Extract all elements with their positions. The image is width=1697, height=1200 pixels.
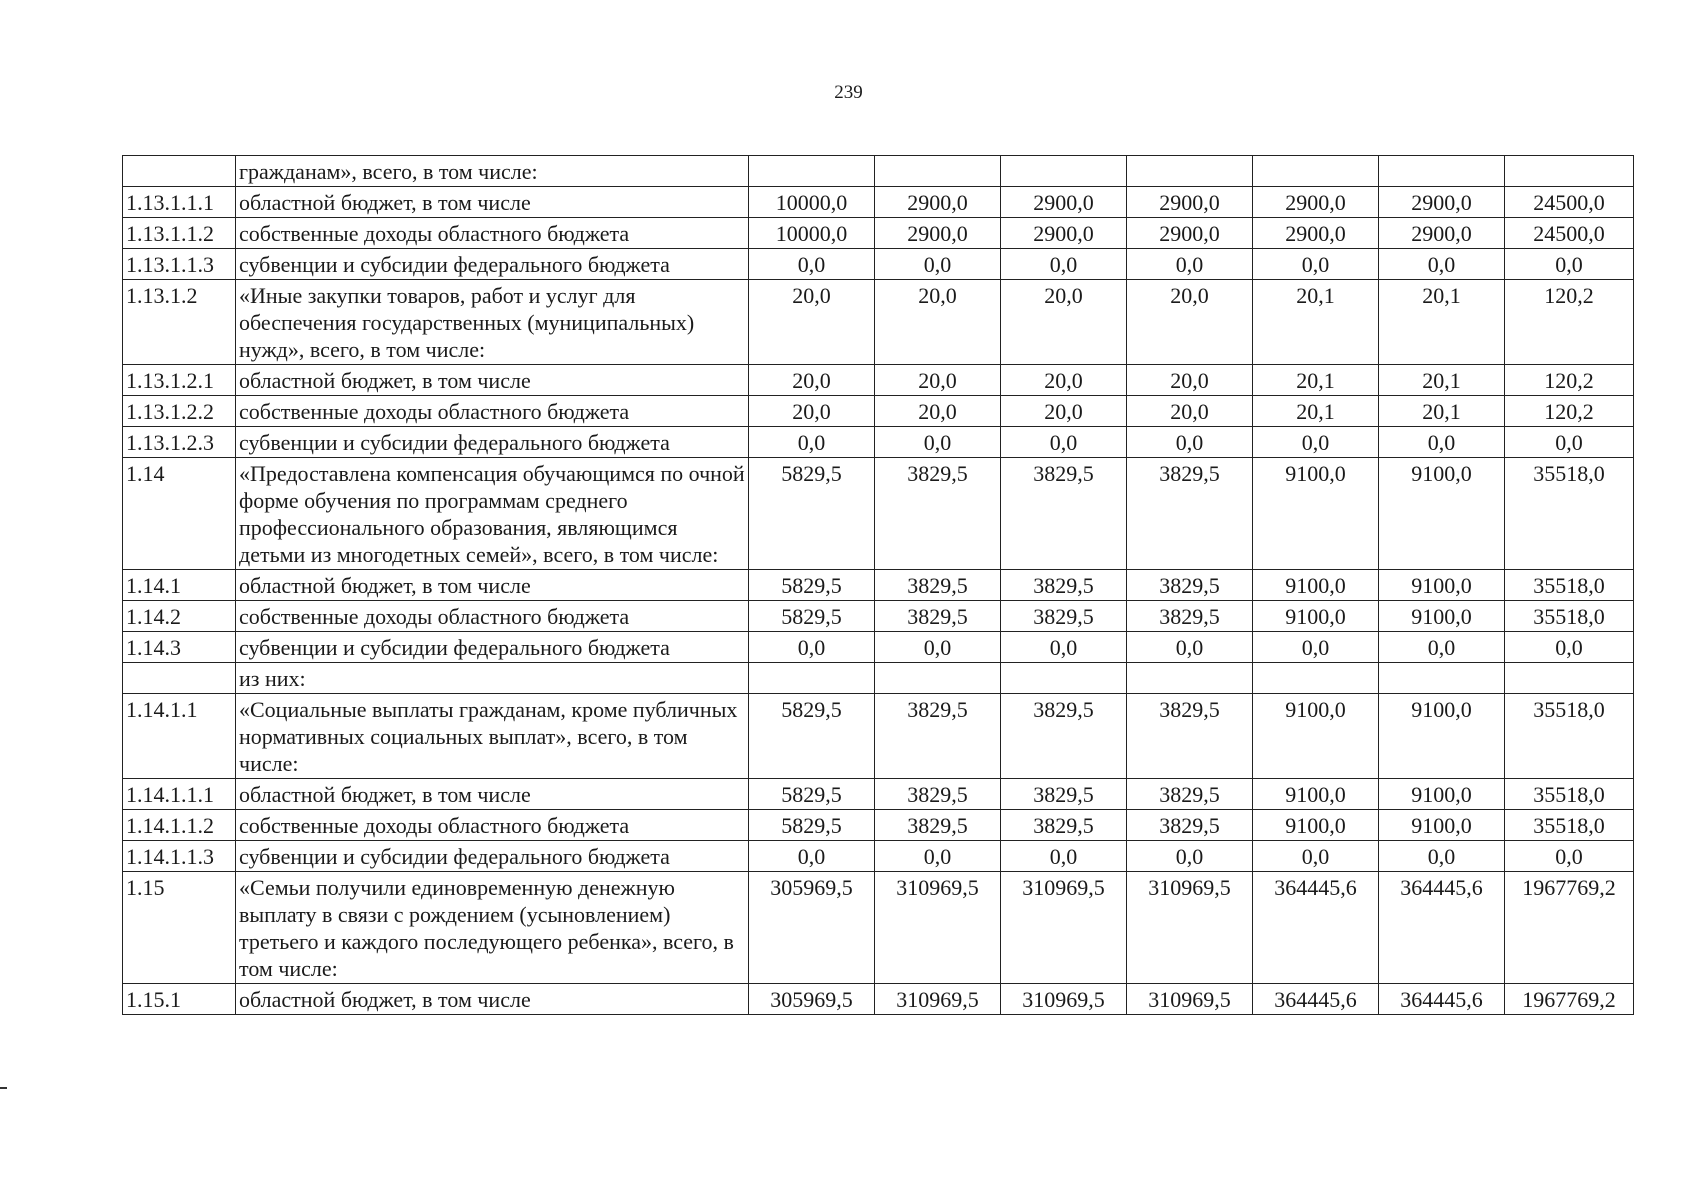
year-value-cell: 3829,5: [1001, 810, 1127, 841]
row-code-cell: 1.14.2: [123, 601, 236, 632]
year-value-cell: 20,1: [1379, 396, 1505, 427]
row-code-cell: 1.13.1.1.3: [123, 249, 236, 280]
year-value-cell: 2900,0: [1001, 218, 1127, 249]
year-value-cell: [1379, 663, 1505, 694]
row-code-cell: 1.14.1.1.1: [123, 779, 236, 810]
year-value-cell: 310969,5: [875, 984, 1001, 1015]
year-value-cell: 310969,5: [1127, 984, 1253, 1015]
year-value-cell: 20,1: [1253, 280, 1379, 365]
year-value-cell: 3829,5: [875, 458, 1001, 570]
table-row: [123, 632, 1634, 663]
year-value-cell: 20,0: [749, 365, 875, 396]
table-row: [123, 156, 1634, 187]
row-description-cell: «Предоставлена компенсация обучающимся по очной форме обучения по программам среднего профессионального образования, являющимся детьми из многодетных семей», всего, в том числе:: [236, 458, 749, 570]
table-row: [123, 249, 1634, 280]
row-code-cell: 1.13.1.2.1: [123, 365, 236, 396]
year-value-cell: 0,0: [1127, 427, 1253, 458]
year-value-cell: 2900,0: [1127, 187, 1253, 218]
year-value-cell: [749, 663, 875, 694]
year-value-cell: 3829,5: [1127, 601, 1253, 632]
year-value-cell: 20,0: [749, 396, 875, 427]
year-value-cell: 3829,5: [875, 694, 1001, 779]
year-value-cell: 0,0: [1001, 427, 1127, 458]
year-value-cell: [1253, 663, 1379, 694]
table-row: [123, 458, 1634, 570]
year-value-cell: 3829,5: [875, 601, 1001, 632]
year-value-cell: 20,0: [1127, 396, 1253, 427]
year-value-cell: 9100,0: [1379, 458, 1505, 570]
row-description-cell: областной бюджет, в том числе: [236, 570, 749, 601]
year-value-cell: 20,1: [1253, 396, 1379, 427]
total-value-cell: 35518,0: [1505, 570, 1634, 601]
year-value-cell: [1001, 156, 1127, 187]
year-value-cell: 310969,5: [875, 872, 1001, 984]
row-description-cell: областной бюджет, в том числе: [236, 779, 749, 810]
table-row: [123, 872, 1634, 984]
total-value-cell: 24500,0: [1505, 218, 1634, 249]
year-value-cell: 5829,5: [749, 810, 875, 841]
year-value-cell: 20,0: [1127, 365, 1253, 396]
row-description-cell: собственные доходы областного бюджета: [236, 396, 749, 427]
table-row: [123, 601, 1634, 632]
row-description-cell: «Социальные выплаты гражданам, кроме публичных нормативных социальных выплат», всего, в том числе:: [236, 694, 749, 779]
year-value-cell: 10000,0: [749, 218, 875, 249]
row-description-cell: «Семьи получили единовременную денежную выплату в связи с рождением (усыновлением) третьего и каждого последующего ребенка», всего, в том числе:: [236, 872, 749, 984]
year-value-cell: 0,0: [1253, 632, 1379, 663]
row-code-cell: 1.14.1.1: [123, 694, 236, 779]
year-value-cell: 5829,5: [749, 570, 875, 601]
table-row: [123, 663, 1634, 694]
year-value-cell: 3829,5: [875, 570, 1001, 601]
year-value-cell: 9100,0: [1379, 694, 1505, 779]
year-value-cell: 3829,5: [1127, 570, 1253, 601]
row-description-cell: областной бюджет, в том числе: [236, 984, 749, 1015]
year-value-cell: 0,0: [1127, 632, 1253, 663]
year-value-cell: 0,0: [1001, 632, 1127, 663]
year-value-cell: 310969,5: [1001, 984, 1127, 1015]
year-value-cell: 3829,5: [1001, 779, 1127, 810]
year-value-cell: 9100,0: [1379, 779, 1505, 810]
table-row: [123, 187, 1634, 218]
year-value-cell: [749, 156, 875, 187]
year-value-cell: 3829,5: [875, 779, 1001, 810]
year-value-cell: 0,0: [1127, 841, 1253, 872]
year-value-cell: 0,0: [1001, 841, 1127, 872]
year-value-cell: 0,0: [1253, 249, 1379, 280]
year-value-cell: 0,0: [875, 427, 1001, 458]
year-value-cell: 364445,6: [1253, 984, 1379, 1015]
row-description-cell: субвенции и субсидии федерального бюджета: [236, 841, 749, 872]
row-description-cell: собственные доходы областного бюджета: [236, 810, 749, 841]
total-value-cell: 24500,0: [1505, 187, 1634, 218]
year-value-cell: 0,0: [1379, 249, 1505, 280]
total-value-cell: 0,0: [1505, 841, 1634, 872]
table-row: [123, 779, 1634, 810]
row-description-cell: собственные доходы областного бюджета: [236, 601, 749, 632]
year-value-cell: 364445,6: [1253, 872, 1379, 984]
total-value-cell: 120,2: [1505, 396, 1634, 427]
year-value-cell: 20,0: [1127, 280, 1253, 365]
total-value-cell: 120,2: [1505, 365, 1634, 396]
year-value-cell: 305969,5: [749, 984, 875, 1015]
row-description-cell: собственные доходы областного бюджета: [236, 218, 749, 249]
year-value-cell: 20,1: [1379, 280, 1505, 365]
row-code-cell: 1.13.1.2.2: [123, 396, 236, 427]
year-value-cell: 5829,5: [749, 458, 875, 570]
row-code-cell: 1.13.1.1.2: [123, 218, 236, 249]
table-row: [123, 280, 1634, 365]
year-value-cell: 3829,5: [1127, 694, 1253, 779]
year-value-cell: 2900,0: [1379, 187, 1505, 218]
row-code-cell: [123, 663, 236, 694]
year-value-cell: 9100,0: [1379, 810, 1505, 841]
total-value-cell: [1505, 663, 1634, 694]
year-value-cell: 3829,5: [1001, 601, 1127, 632]
year-value-cell: 3829,5: [1127, 779, 1253, 810]
year-value-cell: 364445,6: [1379, 872, 1505, 984]
table-row: [123, 396, 1634, 427]
row-description-cell: «Иные закупки товаров, работ и услуг для обеспечения государственных (муниципальных) нужд», всего, в том числе:: [236, 280, 749, 365]
total-value-cell: [1505, 156, 1634, 187]
year-value-cell: 5829,5: [749, 779, 875, 810]
year-value-cell: 20,1: [1379, 365, 1505, 396]
year-value-cell: 20,0: [875, 396, 1001, 427]
year-value-cell: 9100,0: [1253, 694, 1379, 779]
total-value-cell: 35518,0: [1505, 601, 1634, 632]
table-row: [123, 570, 1634, 601]
year-value-cell: [875, 663, 1001, 694]
year-value-cell: 5829,5: [749, 694, 875, 779]
total-value-cell: 1967769,2: [1505, 872, 1634, 984]
year-value-cell: 2900,0: [1127, 218, 1253, 249]
year-value-cell: 2900,0: [1379, 218, 1505, 249]
table-row: [123, 365, 1634, 396]
row-description-cell: субвенции и субсидии федерального бюджета: [236, 632, 749, 663]
row-code-cell: 1.15.1: [123, 984, 236, 1015]
page-number: 239: [834, 82, 863, 103]
year-value-cell: 9100,0: [1379, 601, 1505, 632]
year-value-cell: 20,1: [1253, 365, 1379, 396]
row-code-cell: 1.14.3: [123, 632, 236, 663]
year-value-cell: 305969,5: [749, 872, 875, 984]
year-value-cell: 0,0: [875, 841, 1001, 872]
total-value-cell: 35518,0: [1505, 458, 1634, 570]
year-value-cell: 3829,5: [1127, 810, 1253, 841]
total-value-cell: 120,2: [1505, 280, 1634, 365]
row-code-cell: 1.13.1.2.3: [123, 427, 236, 458]
year-value-cell: [1127, 663, 1253, 694]
table-row: [123, 841, 1634, 872]
row-code-cell: 1.14.1.1.2: [123, 810, 236, 841]
year-value-cell: 9100,0: [1253, 458, 1379, 570]
year-value-cell: 2900,0: [1001, 187, 1127, 218]
year-value-cell: 0,0: [749, 427, 875, 458]
year-value-cell: 0,0: [875, 632, 1001, 663]
year-value-cell: 9100,0: [1253, 601, 1379, 632]
total-value-cell: 35518,0: [1505, 810, 1634, 841]
year-value-cell: 20,0: [875, 280, 1001, 365]
table-row: [123, 694, 1634, 779]
row-code-cell: 1.13.1.1.1: [123, 187, 236, 218]
year-value-cell: 0,0: [1379, 841, 1505, 872]
year-value-cell: 0,0: [1001, 249, 1127, 280]
year-value-cell: 2900,0: [875, 218, 1001, 249]
year-value-cell: 2900,0: [1253, 218, 1379, 249]
year-value-cell: 3829,5: [1001, 570, 1127, 601]
year-value-cell: 3829,5: [1001, 458, 1127, 570]
year-value-cell: 0,0: [1379, 427, 1505, 458]
row-code-cell: [123, 156, 236, 187]
year-value-cell: 20,0: [1001, 396, 1127, 427]
year-value-cell: 20,0: [749, 280, 875, 365]
year-value-cell: 0,0: [1127, 249, 1253, 280]
year-value-cell: [1001, 663, 1127, 694]
scan-edge-mark: [0, 1087, 7, 1089]
year-value-cell: 9100,0: [1253, 810, 1379, 841]
row-code-cell: 1.15: [123, 872, 236, 984]
row-code-cell: 1.14.1: [123, 570, 236, 601]
year-value-cell: 3829,5: [875, 810, 1001, 841]
table-row: [123, 218, 1634, 249]
year-value-cell: 20,0: [875, 365, 1001, 396]
total-value-cell: 0,0: [1505, 427, 1634, 458]
year-value-cell: 0,0: [875, 249, 1001, 280]
year-value-cell: [875, 156, 1001, 187]
year-value-cell: 9100,0: [1379, 570, 1505, 601]
year-value-cell: 10000,0: [749, 187, 875, 218]
total-value-cell: 0,0: [1505, 249, 1634, 280]
year-value-cell: 2900,0: [875, 187, 1001, 218]
table-row: [123, 984, 1634, 1015]
row-description-cell: субвенции и субсидии федерального бюджета: [236, 427, 749, 458]
year-value-cell: 364445,6: [1379, 984, 1505, 1015]
year-value-cell: 5829,5: [749, 601, 875, 632]
year-value-cell: 0,0: [749, 249, 875, 280]
table-row: [123, 810, 1634, 841]
row-code-cell: 1.14: [123, 458, 236, 570]
row-code-cell: 1.13.1.2: [123, 280, 236, 365]
total-value-cell: 1967769,2: [1505, 984, 1634, 1015]
row-description-cell: гражданам», всего, в том числе:: [236, 156, 749, 187]
year-value-cell: 0,0: [1253, 427, 1379, 458]
row-description-cell: областной бюджет, в том числе: [236, 365, 749, 396]
row-description-cell: областной бюджет, в том числе: [236, 187, 749, 218]
year-value-cell: [1127, 156, 1253, 187]
row-code-cell: 1.14.1.1.3: [123, 841, 236, 872]
year-value-cell: 20,0: [1001, 280, 1127, 365]
table-row: [123, 427, 1634, 458]
total-value-cell: 35518,0: [1505, 694, 1634, 779]
year-value-cell: [1253, 156, 1379, 187]
total-value-cell: 0,0: [1505, 632, 1634, 663]
year-value-cell: 9100,0: [1253, 570, 1379, 601]
year-value-cell: [1379, 156, 1505, 187]
year-value-cell: 3829,5: [1001, 694, 1127, 779]
year-value-cell: 2900,0: [1253, 187, 1379, 218]
year-value-cell: 310969,5: [1127, 872, 1253, 984]
total-value-cell: 35518,0: [1505, 779, 1634, 810]
year-value-cell: 0,0: [749, 841, 875, 872]
year-value-cell: 310969,5: [1001, 872, 1127, 984]
budget-table: [122, 155, 1634, 1015]
year-value-cell: 0,0: [1379, 632, 1505, 663]
row-description-cell: из них:: [236, 663, 749, 694]
row-description-cell: субвенции и субсидии федерального бюджета: [236, 249, 749, 280]
table-body: [123, 156, 1634, 1015]
year-value-cell: 3829,5: [1127, 458, 1253, 570]
year-value-cell: 9100,0: [1253, 779, 1379, 810]
year-value-cell: 0,0: [749, 632, 875, 663]
year-value-cell: 20,0: [1001, 365, 1127, 396]
year-value-cell: 0,0: [1253, 841, 1379, 872]
